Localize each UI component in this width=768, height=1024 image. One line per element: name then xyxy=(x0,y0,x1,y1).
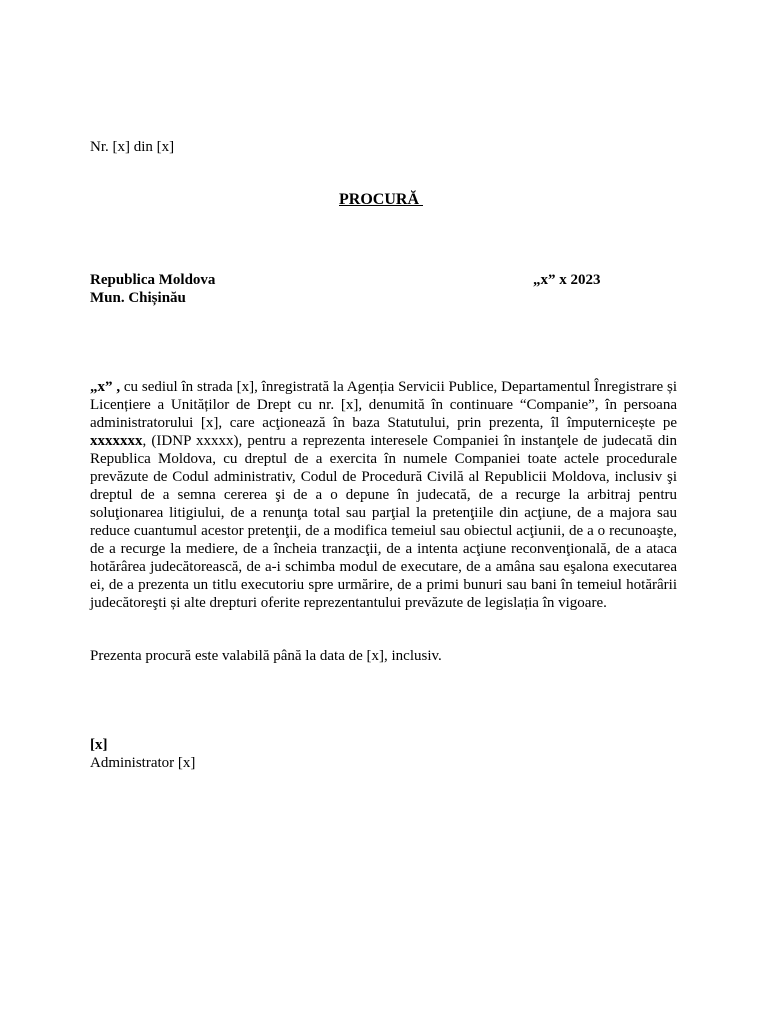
body-text-part-1: cu sediul în strada [x], înregistrată la Agenția Servicii Publice, Departamentul Înregistrare și Licențiere a Unităților de Drept cu nr. [x], denumită în continuare “Companie”, în persoana administratorului [x], care acţionează în baza Statutului, prin prezenta, îl împuternicește pe xyxy=(90,379,678,431)
document-title: PROCURĂ xyxy=(339,191,423,208)
validity-statement: Prezenta procură este valabilă până la data de [x], inclusiv. xyxy=(90,648,442,664)
signatory-name: [x] xyxy=(90,737,108,753)
document-number: Nr. [x] din [x] xyxy=(90,139,175,155)
representative-name: xxxxxxx xyxy=(90,433,143,449)
body-paragraph xyxy=(90,378,677,612)
body-text-part-2: , (IDNP xxxxx), pentru a reprezenta interesele Companiei în instanţele de judecată din Republica Moldova, cu dreptul de a exercita în numele Companiei toate actele procedurale prevăzute de Codul administrativ, Codul de Procedură Civilă al Republicii Moldova, inclusiv şi dreptul de a semna cererea şi de a o depune în judecată, de a recurge la arbitraj pentru soluţionarea litigiului, de a renunţa total sau parţial la pretenţiile din acţiune, de a majora sau reduce cuantumul acestor pretenţii, de a modifica temeiul sau obiectul acţiunii, de a o recunoaşte, de a recurge la mediere, de a încheia tranzacţii, de a intenta acţiune reconvenţională, de a ataca hotărârea judecătorească, de a-i schimba modul de executare, de a amâna sau eşalona executarea ei, de a prezenta un titlu executoriu spre urmărire, de a primi bunuri sau bani în temeiul hotărârii judecătoreşti și alte drepturi oferite reprezentantului prevăzute de legislația în vigoare. xyxy=(90,433,677,611)
document-date: „x” x 2023 xyxy=(533,272,601,288)
signatory-role: Administrator [x] xyxy=(90,755,196,771)
city: Mun. Chișinău xyxy=(90,290,186,306)
country: Republica Moldova xyxy=(90,272,216,288)
company-name: „x” , xyxy=(90,379,121,395)
